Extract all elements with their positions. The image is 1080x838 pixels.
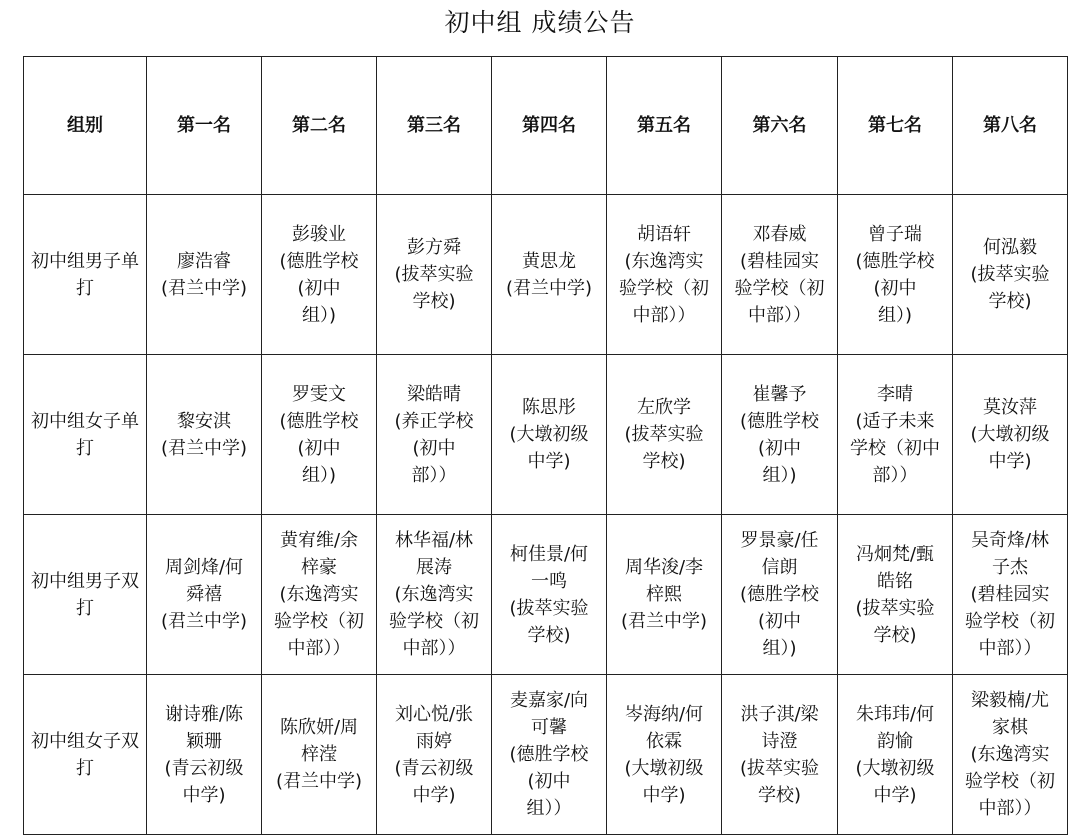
group-cell: 初中组男子双打 [24,515,147,675]
place-cell: 谢诗雅/陈 颖珊 (青云初级 中学) [147,675,262,835]
place-cell: 何泓毅 (拔萃实验 学校) [953,195,1068,355]
header-cell-place-7: 第七名 [838,57,953,195]
place-cell: 左欣学 (拔萃实验 学校) [607,355,722,515]
place-cell: 莫汝萍 (大墩初级 中学) [953,355,1068,515]
results-table [23,56,1068,835]
place-cell: 朱玮玮/何 韵愉 (大墩初级 中学) [838,675,953,835]
header-cell-place-5: 第五名 [607,57,722,195]
header-cell-place-1: 第一名 [147,57,262,195]
place-cell: 邓春威 (碧桂园实 验学校（初 中部）） [722,195,838,355]
table-row [24,195,1068,355]
table-row [24,675,1068,835]
place-cell: 岑海纳/何 依霖 (大墩初级 中学) [607,675,722,835]
table-row [24,355,1068,515]
header-cell-group: 组别 [24,57,147,195]
place-cell: 胡语轩 (东逸湾实 验学校（初 中部）） [607,195,722,355]
table-row [24,515,1068,675]
header-cell-place-4: 第四名 [492,57,607,195]
place-cell: 洪子淇/梁 诗澄 (拔萃实验 学校) [722,675,838,835]
place-cell: 冯炯梵/甄 皓铭 (拔萃实验 学校) [838,515,953,675]
place-cell: 崔馨予 (德胜学校 (初中 组）) [722,355,838,515]
place-cell: 曾子瑞 (德胜学校 (初中 组）) [838,195,953,355]
place-cell: 陈欣妍/周 梓滢 (君兰中学) [262,675,377,835]
place-cell: 梁皓晴 (养正学校 (初中 部）） [377,355,492,515]
place-cell: 廖浩睿 (君兰中学) [147,195,262,355]
place-cell: 陈思彤 (大墩初级 中学) [492,355,607,515]
place-cell: 彭方舜 (拔萃实验 学校) [377,195,492,355]
group-cell: 初中组女子单打 [24,355,147,515]
place-cell: 黎安淇 (君兰中学) [147,355,262,515]
place-cell: 梁毅楠/尤 家棋 (东逸湾实 验学校（初 中部）） [953,675,1068,835]
place-cell: 周华浚/李 梓熙 (君兰中学) [607,515,722,675]
place-cell: 麦嘉家/向 可馨 (德胜学校 (初中 组）） [492,675,607,835]
header-cell-place-2: 第二名 [262,57,377,195]
place-cell: 吴奇烽/林 子杰 (碧桂园实 验学校（初 中部）） [953,515,1068,675]
header-cell-place-3: 第三名 [377,57,492,195]
header-row [24,57,1068,195]
place-cell: 李晴 (适子未来 学校（初中 部）） [838,355,953,515]
place-cell: 柯佳景/何 一鸣 (拔萃实验 学校) [492,515,607,675]
header-cell-place-8: 第八名 [953,57,1068,195]
place-cell: 罗雯文 (德胜学校 (初中 组）) [262,355,377,515]
place-cell: 黄宥维/余 梓豪 (东逸湾实 验学校（初 中部）） [262,515,377,675]
place-cell: 黄思龙 (君兰中学) [492,195,607,355]
place-cell: 彭骏业 (德胜学校 (初中 组）) [262,195,377,355]
place-cell: 林华福/林 展涛 (东逸湾实 验学校（初 中部）） [377,515,492,675]
header-cell-place-6: 第六名 [722,57,838,195]
place-cell: 刘心悦/张 雨婷 (青云初级 中学) [377,675,492,835]
page-title: 初中组 成绩公告 [444,8,636,37]
place-cell: 罗景豪/任 信朗 (德胜学校 (初中 组）) [722,515,838,675]
place-cell: 周剑烽/何 舜禧 (君兰中学) [147,515,262,675]
group-cell: 初中组男子单打 [24,195,147,355]
group-cell: 初中组女子双打 [24,675,147,835]
